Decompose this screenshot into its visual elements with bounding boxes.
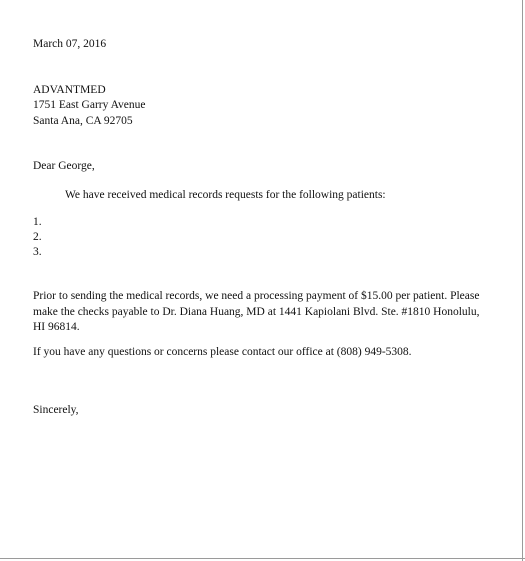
payment-paragraph-line: HI 96814.: [33, 321, 80, 333]
recipient-street: 1751 East Garry Avenue: [33, 99, 146, 111]
intro-sentence: We have received medical records requests for the following patients:: [65, 189, 386, 201]
patient-list-item: 3.: [33, 246, 42, 258]
recipient-company: ADVANTMED: [33, 84, 106, 96]
payment-paragraph-line: Prior to sending the medical records, we need a processing payment of $15.00 per patient. Please: [33, 290, 480, 302]
patient-list-item: 2.: [33, 231, 42, 243]
payment-paragraph-line: make the checks payable to Dr. Diana Huang, MD at 1441 Kapiolani Blvd. Ste. #1810 Honolulu,: [33, 305, 480, 318]
page-bottom-edge: [0, 558, 525, 559]
salutation: Dear George,: [33, 160, 95, 172]
patient-list-item: 1.: [33, 216, 42, 228]
contact-line: If you have any questions or concerns please contact our office at (808) 949-5308.: [33, 346, 412, 358]
closing: Sincerely,: [33, 404, 79, 416]
page-right-edge: [522, 0, 523, 561]
payment-paragraph: [33, 289, 480, 336]
recipient-city-state-zip: Santa Ana, CA 92705: [33, 115, 133, 127]
letter-date: March 07, 2016: [33, 38, 107, 50]
